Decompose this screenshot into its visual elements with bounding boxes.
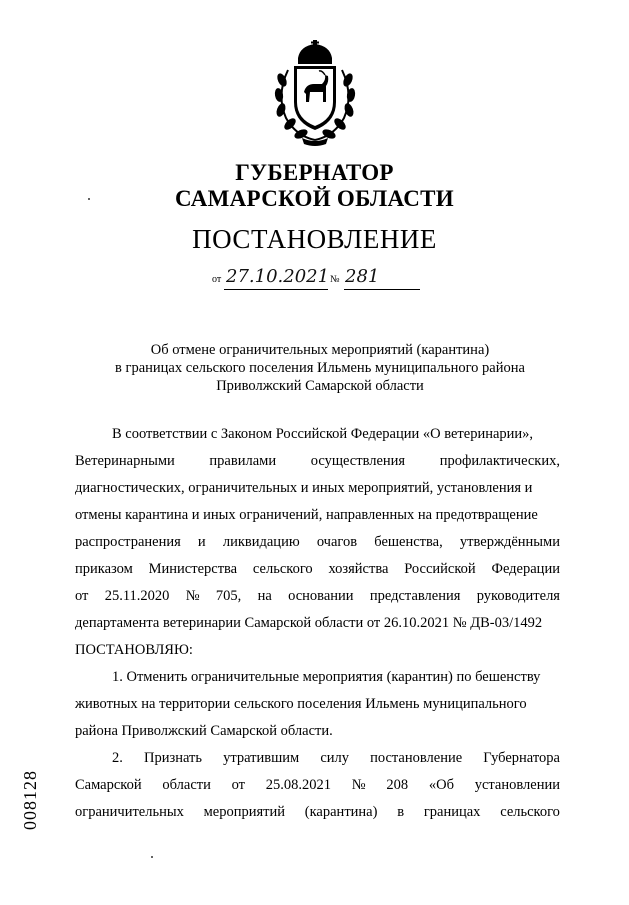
paragraph-line: Ветеринарными правилами осуществления профилактических, bbox=[75, 453, 560, 469]
number-label: № bbox=[330, 274, 340, 285]
org-title-line2: САМАРСКОЙ ОБЛАСТИ bbox=[174, 186, 455, 211]
date-underline bbox=[224, 289, 328, 290]
item2-line: Самарской области от 25.08.2021 № 208 «Об установлении bbox=[75, 777, 560, 793]
coat-of-arms-icon bbox=[270, 40, 360, 150]
paragraph-line: отмены карантина и иных ограничений, направленных на предотвращение bbox=[75, 507, 538, 523]
number-underline bbox=[344, 289, 420, 290]
item2-line: 2. Признать утратившим силу постановление Губернатора bbox=[112, 750, 560, 766]
item2-line: ограничительных мероприятий (карантина) в границах сельского bbox=[75, 804, 560, 820]
paragraph-line: от 25.11.2020 № 705, на основании представления руководителя bbox=[75, 588, 560, 604]
document-date: 27.10.2021 bbox=[226, 266, 330, 287]
subject-line: в границах сельского поселения Ильмень муниципального района bbox=[115, 360, 525, 376]
document-type: ПОСТАНОВЛЕНИЕ bbox=[192, 224, 437, 254]
scan-speck bbox=[88, 198, 90, 200]
resolve-heading: ПОСТАНОВЛЯЮ: bbox=[75, 642, 193, 658]
item1-line: 1. Отменить ограничительные мероприятия (карантин) по бешенству bbox=[112, 669, 541, 685]
document-number: 281 bbox=[345, 266, 380, 287]
item1-line: животных на территории сельского поселения Ильмень муниципального bbox=[75, 696, 527, 712]
scan-speck bbox=[151, 856, 153, 858]
paragraph-line: В соответствии с Законом Российской Федерации «О ветеринарии», bbox=[112, 426, 534, 442]
paragraph-line: диагностических, ограничительных и иных мероприятий, установления и bbox=[75, 480, 533, 496]
paragraph-line: распространения и ликвидацию очагов бешенства, утверждёнными bbox=[75, 534, 560, 550]
date-label: от bbox=[212, 274, 222, 285]
paragraph-line: департамента ветеринарии Самарской области от 26.10.2021 № ДВ-03/1492 bbox=[75, 615, 543, 631]
paragraph-line: приказом Министерства сельского хозяйства Российской Федерации bbox=[75, 561, 560, 577]
side-serial-number: 008128 bbox=[20, 770, 40, 830]
subject-line: Приволжский Самарской области bbox=[216, 378, 424, 394]
subject-line: Об отмене ограничительных мероприятий (карантина) bbox=[150, 342, 490, 358]
org-title-line1: ГУБЕРНАТОР bbox=[235, 160, 394, 185]
item1-line: района Приволжский Самарской области. bbox=[75, 723, 333, 739]
